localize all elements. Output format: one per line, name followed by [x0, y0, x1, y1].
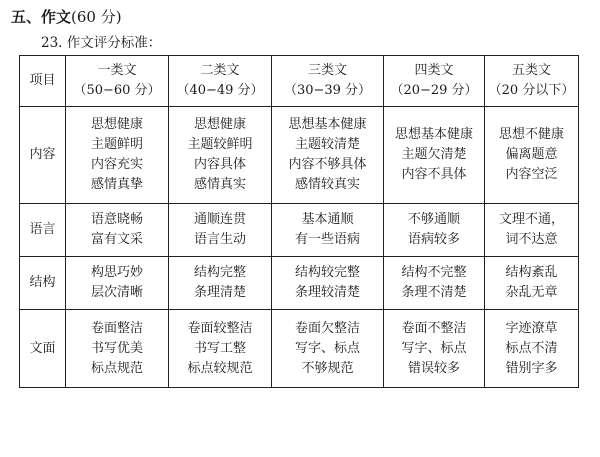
table-cell: 思想健康 主题鲜明 内容充实 感情真挚: [66, 107, 169, 204]
header-item: 项目: [20, 56, 66, 107]
table-cell: 基本通顺 有一些语病: [272, 204, 384, 257]
header-category-5: [485, 56, 579, 107]
table-cell: 卷面不整洁 写字、标点 错误较多: [384, 310, 485, 388]
question-label: 23. 作文评分标准：: [41, 35, 162, 51]
category-range: （50−60 分）: [73, 83, 161, 98]
row-label: 内容: [20, 107, 66, 204]
table-cell: 文理不通， 词不达意: [485, 204, 579, 257]
table-cell: 思想不健康 偏离题意 内容空泛: [485, 107, 579, 204]
table-cell: 思想健康 主题较鲜明 内容具体 感情真实: [169, 107, 272, 204]
table-cell: 思想基本健康 主题欠清楚 内容不具体: [384, 107, 485, 204]
row-label: 语言: [20, 204, 66, 257]
grading-table: [19, 55, 579, 388]
table-cell: 结构完整 条理清楚: [169, 257, 272, 310]
table-row-structure: [20, 257, 579, 310]
table-row-language: [20, 204, 579, 257]
category-range: （30−39 分）: [283, 83, 372, 98]
table-cell: 通顺连贯 语言生动: [169, 204, 272, 257]
section-title-text: 五、作文: [11, 8, 72, 26]
category-name: 二类文: [200, 63, 240, 78]
category-name: 三类文: [307, 63, 347, 78]
header-category-4: [384, 56, 485, 107]
category-name: 四类文: [414, 63, 454, 78]
header-category-2: [169, 56, 272, 107]
category-name: 一类文: [97, 63, 137, 78]
section-title: [11, 6, 122, 27]
category-range: （20 分以下）: [488, 83, 575, 98]
header-category-3: [272, 56, 384, 107]
row-label: 结构: [20, 257, 66, 310]
table-cell: 卷面整洁 书写优美 标点规范: [66, 310, 169, 388]
table-cell: 卷面较整洁 书写工整 标点较规范: [169, 310, 272, 388]
table-cell: 字迹潦草 标点不清 错别字多: [485, 310, 579, 388]
table-cell: 语意晓畅 富有文采: [66, 204, 169, 257]
table-row-content: [20, 107, 579, 204]
table-cell: 卷面欠整洁 写字、标点 不够规范: [272, 310, 384, 388]
table-row-writing: [20, 310, 579, 388]
row-label: 文面: [20, 310, 66, 388]
header-category-1: [66, 56, 169, 107]
table-header-row: [20, 56, 579, 107]
category-range: （20−29 分）: [390, 83, 478, 98]
category-name: 五类文: [511, 63, 551, 78]
table-cell: 结构紊乱 杂乱无章: [485, 257, 579, 310]
table-cell: 结构不完整 条理不清楚: [384, 257, 485, 310]
section-score: (60 分): [71, 8, 122, 26]
table-cell: 不够通顺 语病较多: [384, 204, 485, 257]
table-cell: 思想基本健康 主题较清楚 内容不够具体 感情较真实: [272, 107, 384, 204]
category-range: （40−49 分）: [176, 83, 264, 98]
table-cell: 构思巧妙 层次清晰: [66, 257, 169, 310]
table-cell: 结构较完整 条理较清楚: [272, 257, 384, 310]
